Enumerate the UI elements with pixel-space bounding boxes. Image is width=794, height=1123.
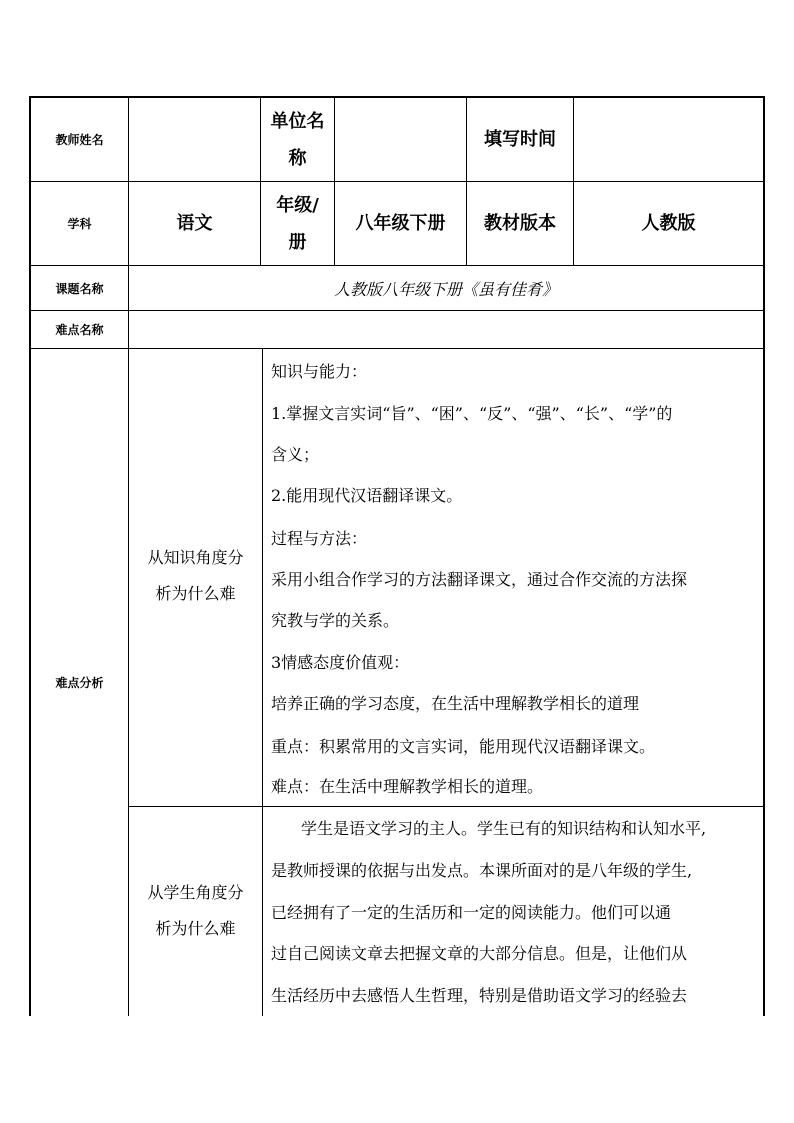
fill-time-label: 填写时间 bbox=[484, 129, 556, 150]
student-angle-line1: 从学生角度分 bbox=[147, 883, 244, 902]
edition-label: 教材版本 bbox=[484, 213, 556, 234]
teacher-name-label: 教师姓名 bbox=[55, 133, 104, 147]
knowledge-line-4: 2.能用现代汉语翻译课文。 bbox=[271, 486, 463, 505]
difficulty-label: 难点名称 bbox=[55, 323, 104, 337]
unit-name-label bbox=[261, 98, 334, 181]
student-line-1: 学生是语文学习的主人。学生已有的知识结构和认知水平, bbox=[301, 819, 707, 838]
knowledge-line-5: 过程与方法： bbox=[271, 529, 368, 548]
knowledge-line-6: 采用小组合作学习的方法翻译课文，通过合作交流的方法探 bbox=[271, 570, 688, 589]
subject-value: 语文 bbox=[176, 213, 213, 234]
grade-value: 八年级下册 bbox=[355, 213, 446, 234]
knowledge-line-11: 难点：在生活中理解教学相长的道理。 bbox=[271, 777, 544, 796]
topic-value: 人教版八年级下册《虽有佳肴》 bbox=[333, 279, 558, 299]
unit-name-label-line1: 单位名 bbox=[270, 110, 325, 132]
analysis-label: 难点分析 bbox=[55, 676, 104, 690]
fill-time-value[interactable] bbox=[574, 98, 763, 181]
unit-name-label-line2: 称 bbox=[288, 147, 307, 169]
knowledge-angle-line2: 析为什么难 bbox=[155, 584, 236, 603]
student-angle-line2: 析为什么难 bbox=[155, 919, 236, 938]
unit-name-value[interactable] bbox=[335, 98, 466, 181]
table-border-right bbox=[763, 96, 765, 1016]
knowledge-line-8: 3情感态度价值观： bbox=[271, 653, 410, 672]
knowledge-line-1: 知识与能力： bbox=[271, 362, 368, 381]
knowledge-angle-label bbox=[129, 540, 262, 612]
student-line-2: 是教师授课的依据与出发点。本课所面对的是八年级的学生, bbox=[271, 861, 693, 880]
student-line-5: 生活经历中去感悟人生哲理，特别是借助语文学习的经验去 bbox=[271, 986, 688, 1005]
difficulty-value[interactable] bbox=[129, 311, 763, 348]
knowledge-line-3: 含义； bbox=[271, 445, 320, 464]
student-line-3: 已经拥有了一定的生活历和一定的阅读能力。他们可以通 bbox=[271, 903, 672, 922]
row-divider-5 bbox=[128, 806, 765, 807]
student-line-4: 过自己阅读文章去把握文章的大部分信息。但是，让他们从 bbox=[271, 944, 688, 963]
grade-label bbox=[261, 182, 334, 265]
grade-label-line2: 册 bbox=[288, 231, 307, 253]
edition-value: 人教版 bbox=[641, 213, 696, 234]
student-angle-label bbox=[129, 875, 262, 947]
knowledge-line-10: 重点：积累常用的文言实词，能用现代汉语翻译课文。 bbox=[271, 737, 656, 756]
teacher-name-value[interactable] bbox=[129, 98, 260, 181]
knowledge-line-7: 究教与学的关系。 bbox=[271, 611, 400, 630]
knowledge-line-2: 1.掌握文言实词“旨”、“困”、“反”、“强”、“长”、“学”的 bbox=[271, 404, 673, 423]
topic-label: 课题名称 bbox=[55, 281, 104, 296]
knowledge-angle-line1: 从知识角度分 bbox=[147, 548, 244, 567]
col-divider-f bbox=[262, 348, 263, 1016]
subject-label: 学科 bbox=[67, 217, 92, 231]
row-divider-4 bbox=[29, 348, 765, 349]
knowledge-line-9: 培养正确的学习态度，在生活中理解教学相长的道理 bbox=[271, 694, 640, 713]
grade-label-line1: 年级/ bbox=[276, 194, 319, 216]
